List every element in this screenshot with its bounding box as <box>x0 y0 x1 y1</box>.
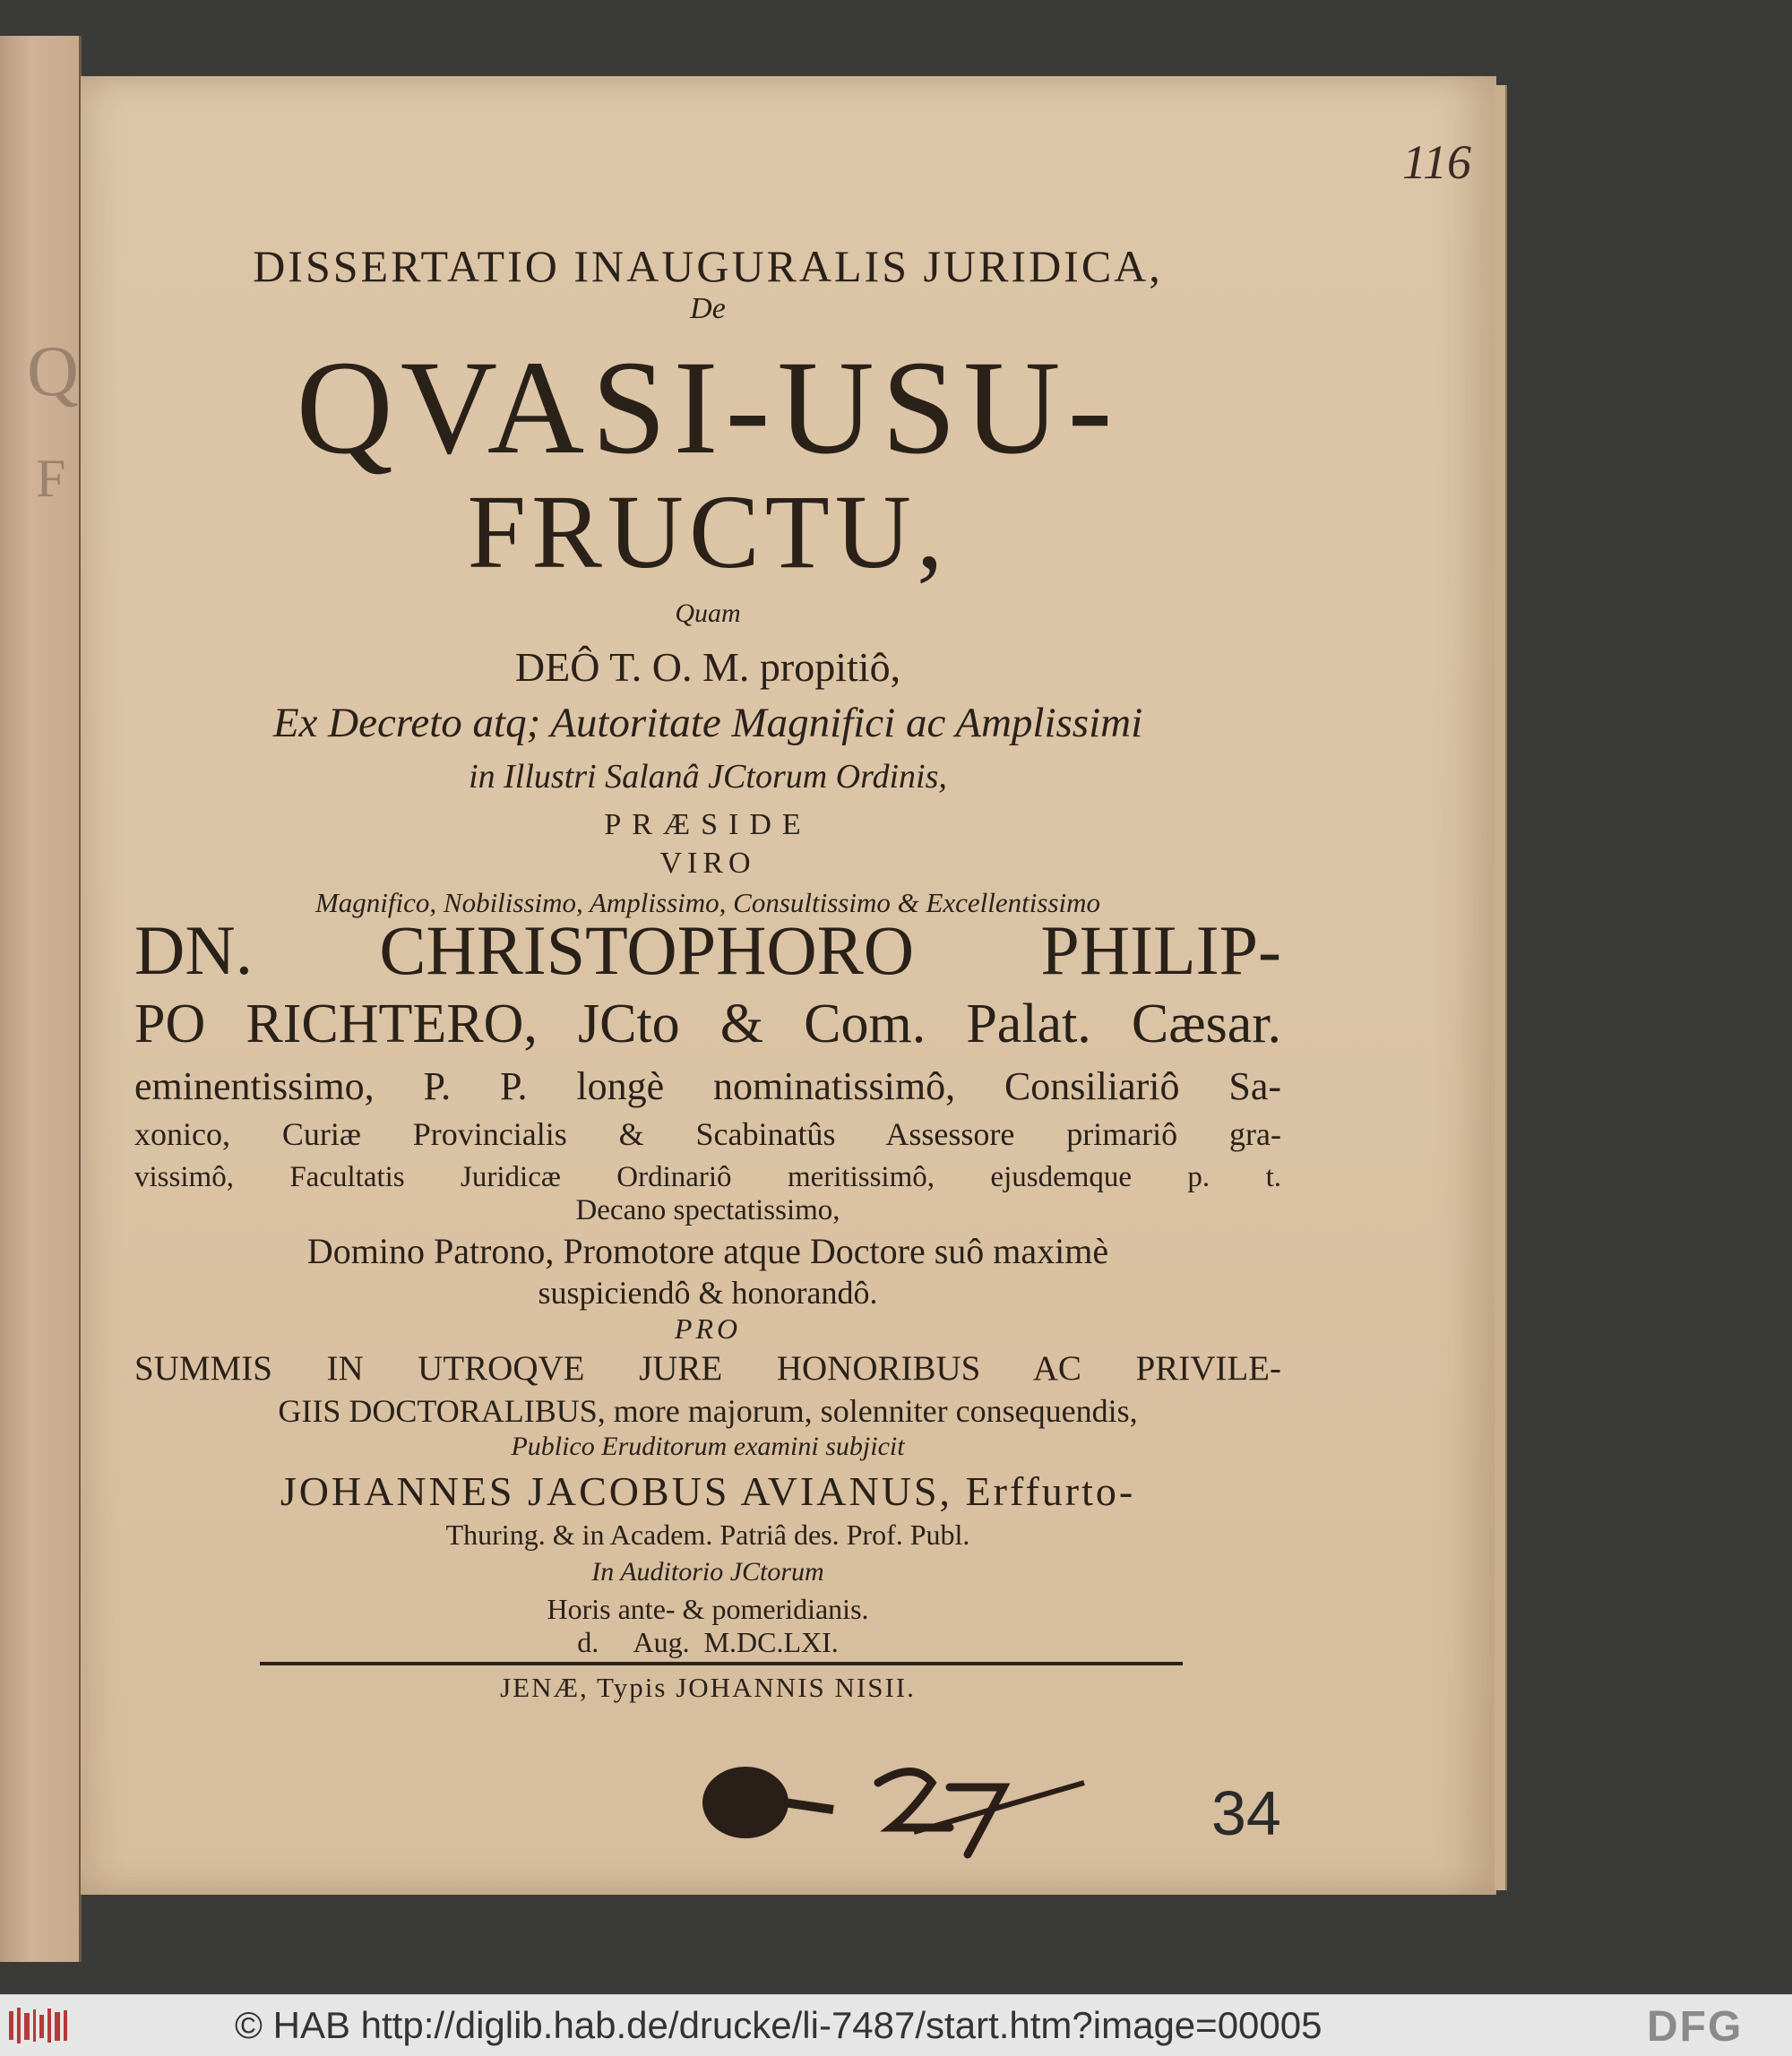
bleed-through-glyph: F <box>36 449 66 508</box>
description-line-3: vissimô, Facultatis Juridicæ Ordinariô meritissimô, ejusdemque p. t. <box>134 1161 1281 1193</box>
quam-word: Quam <box>675 598 741 628</box>
auditorio-line: In Auditorio JCtorum <box>591 1557 824 1587</box>
folio-number: 116 <box>1402 135 1471 189</box>
illustri-line: in Illustri Salanâ JCtorum Ordinis, <box>469 758 947 796</box>
page-edge <box>1495 85 1507 1890</box>
bleed-through-glyph: Q <box>27 332 79 411</box>
author-line-2: Thuring. & in Academ. Patriâ des. Prof. Publ. <box>445 1518 970 1551</box>
shelf-number: 34 <box>1211 1778 1281 1848</box>
dissertation-heading: DISSERTATIO INAUGURALIS JURIDICA, <box>253 241 1163 291</box>
title-line-1: QVASI-USU- <box>296 333 1120 482</box>
name-line-1: DN. CHRISTOPHORO PHILIP- <box>134 911 1281 989</box>
description-line-2: xonico, Curiæ Provincialis & Scabinatûs Assessore primariô gra- <box>134 1116 1281 1152</box>
dfg-logo: DFG <box>1647 2003 1744 2051</box>
decreto-line: Ex Decreto atq; Autoritate Magnifici ac Amplissimi <box>272 700 1143 746</box>
name-line-2: PO RICHTERO, JCto & Com. Palat. Cæsar. <box>134 994 1281 1054</box>
imprint-rule <box>260 1662 1183 1665</box>
ink-blot-and-scribble-icon <box>699 1747 1111 1890</box>
imprint-line: JENÆ, Typis JOHANNIS NISII. <box>500 1672 916 1703</box>
deo-line: DEÔ T. O. M. propitiô, <box>514 644 901 690</box>
publico-line: Publico Eruditorum examini subjicit <box>511 1432 905 1461</box>
de-word: De <box>690 292 726 325</box>
description-line-1: eminentissimo, P. P. longè nominatissimô, Consiliariô Sa- <box>134 1064 1281 1108</box>
title-line-2: FRUCTU, <box>467 473 949 590</box>
pro-line: PRO <box>674 1312 742 1345</box>
honor-line-1: SUMMIS IN UTROQVE JURE HONORIBUS AC PRIVILE- <box>134 1349 1281 1388</box>
author-line: JOHANNES JACOBUS AVIANUS, Erffurto- <box>280 1468 1136 1514</box>
praeside-line: PRÆSIDE <box>604 808 812 841</box>
horis-line: Horis ante- & pomeridianis. <box>547 1593 869 1625</box>
epithets-line: Magnifico, Nobilissimo, Amplissimo, Consultissimo & Excellentissimo <box>314 887 1101 918</box>
hab-barcode-icon <box>7 2006 72 2045</box>
left-page-edge <box>0 36 82 1962</box>
description-line-4: Decano spectatissimo, <box>575 1194 840 1226</box>
date-line: d. Aug. M.DC.LXI. <box>577 1626 839 1658</box>
viro-line: VIRO <box>659 847 756 880</box>
honor-line-2: GIIS DOCTORALIBUS, more majorum, solenniter consequendis, <box>278 1393 1138 1429</box>
viewer-footer <box>0 1994 1792 2056</box>
patron-line-1: Domino Patrono, Promotore atque Doctore suô maximè <box>306 1231 1109 1271</box>
copyright-url[interactable]: © HAB http://diglib.hab.de/drucke/li-7487/start.htm?image=00005 <box>235 2004 1322 2046</box>
patron-line-2: suspiciendô & honorandô. <box>538 1275 878 1311</box>
